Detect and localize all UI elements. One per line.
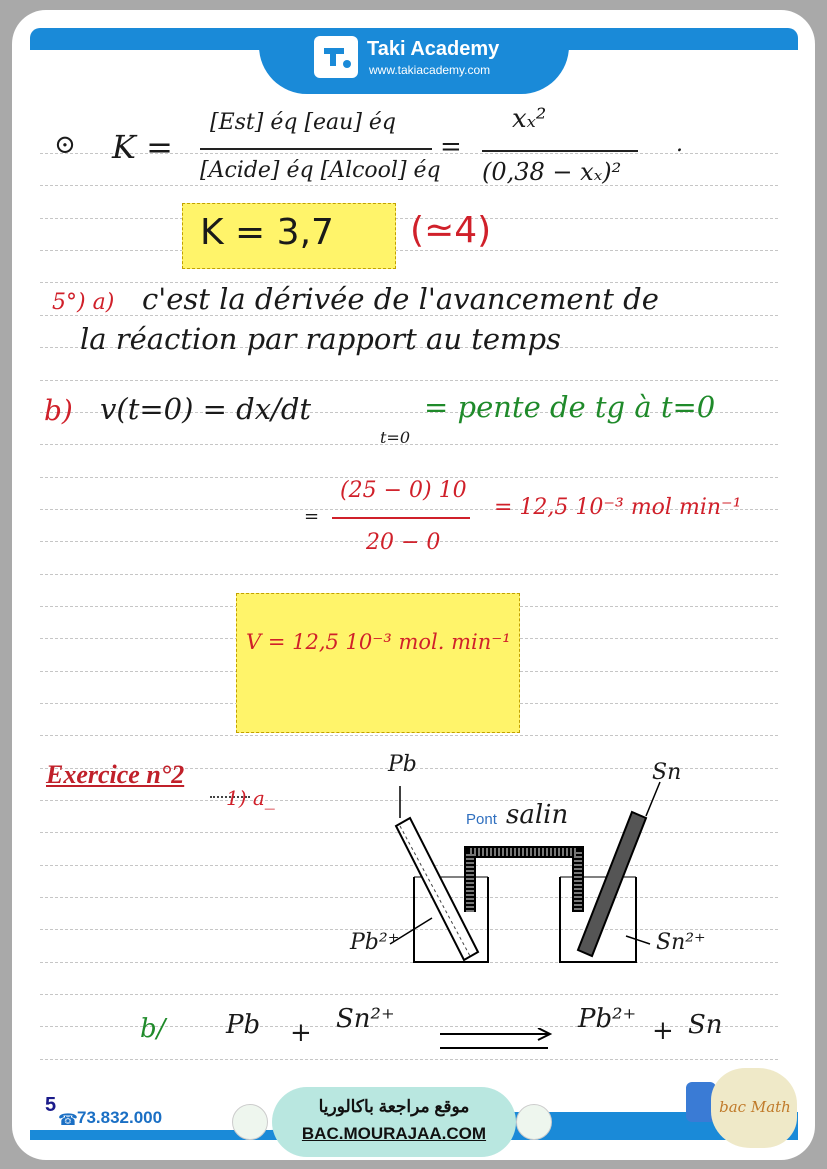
calc-prefix: = bbox=[304, 506, 320, 527]
fraction-bar bbox=[200, 148, 432, 150]
plus-1: + bbox=[290, 1018, 312, 1048]
v-result: V = 12,5 10⁻³ mol. min⁻¹ bbox=[246, 630, 511, 654]
calc-numerator: (25 − 0) 10 bbox=[340, 478, 467, 503]
mourajaa-arabic: موقع مراجعة باكالوريا bbox=[318, 1097, 470, 1116]
q5a-label: 5°) a) bbox=[52, 290, 115, 315]
bacmath-text: bac Math bbox=[719, 1098, 791, 1116]
reactant-sn-ion: Sn²⁺ bbox=[336, 1004, 395, 1034]
k-result: K = 3,7 bbox=[200, 212, 334, 253]
mourajaa-logo-left-icon bbox=[232, 1104, 268, 1140]
label-pb: Pb bbox=[388, 752, 417, 777]
product-pb-ion: Pb²⁺ bbox=[578, 1004, 637, 1034]
reactant-pb: Pb bbox=[226, 1010, 261, 1040]
salt-bridge bbox=[470, 852, 578, 912]
electrochemical-cell-diagram bbox=[330, 760, 760, 990]
product-sn: Sn bbox=[688, 1010, 723, 1040]
q5a-line2: la réaction par rapport au temps bbox=[80, 322, 561, 356]
phone-number[interactable]: 73.832.000 bbox=[77, 1108, 163, 1127]
mourajaa-logo-right-icon bbox=[516, 1104, 552, 1140]
k-rhs-numerator: xₓ² bbox=[512, 104, 547, 134]
fraction-bar-rhs bbox=[482, 150, 638, 152]
exercise-title: Exercice n°2 bbox=[46, 760, 185, 789]
page-number: 5 bbox=[45, 1094, 57, 1116]
k-denominator: [Acide] éq [Alcool] éq bbox=[200, 158, 441, 183]
k-lhs: K = bbox=[112, 128, 173, 166]
plus-2: + bbox=[652, 1016, 674, 1046]
k-approx: (≃4) bbox=[410, 210, 492, 251]
label-pb-ion: Pb²⁺ bbox=[350, 930, 400, 955]
reaction-label: b/ bbox=[140, 1014, 166, 1044]
mourajaa-site[interactable]: BAC.MOURAJAA.COM bbox=[301, 1124, 487, 1143]
calc-denominator: 20 − 0 bbox=[366, 530, 441, 555]
taki-logo-icon bbox=[314, 36, 358, 78]
label-sn: Sn bbox=[652, 760, 682, 785]
calc-result: = 12,5 10⁻³ mol min⁻¹ bbox=[494, 495, 742, 520]
trailing-dot: . bbox=[676, 132, 683, 157]
k-rhs-denominator: (0,38 − xₓ)² bbox=[482, 158, 622, 186]
phone-icon: ☎ bbox=[58, 1112, 78, 1129]
reaction-arrow bbox=[438, 1028, 558, 1054]
calc-fraction-bar bbox=[332, 517, 470, 519]
q5b-sub: t=0 bbox=[380, 428, 411, 447]
label-sn-ion: Sn²⁺ bbox=[656, 930, 706, 955]
k-numerator: [Est] éq [eau] éq bbox=[210, 110, 397, 135]
k-equals: = bbox=[440, 132, 462, 162]
q5b-label: b) bbox=[44, 394, 73, 427]
bullet: ⊙ bbox=[54, 130, 76, 160]
q1a: 1) a_ bbox=[226, 786, 275, 810]
q5b-green: = pente de tg à t=0 bbox=[424, 390, 716, 424]
brand-name: Taki Academy bbox=[367, 38, 500, 60]
label-pont-printed: Pont bbox=[466, 811, 497, 828]
brand-url[interactable]: www.takiacademy.com bbox=[369, 63, 491, 77]
v-result-box bbox=[236, 593, 520, 733]
label-salin: salin bbox=[506, 800, 569, 830]
q5b-expr: v(t=0) = dx/dt bbox=[100, 392, 312, 426]
q5a-line1: c'est la dérivée de l'avancement de bbox=[142, 282, 659, 316]
